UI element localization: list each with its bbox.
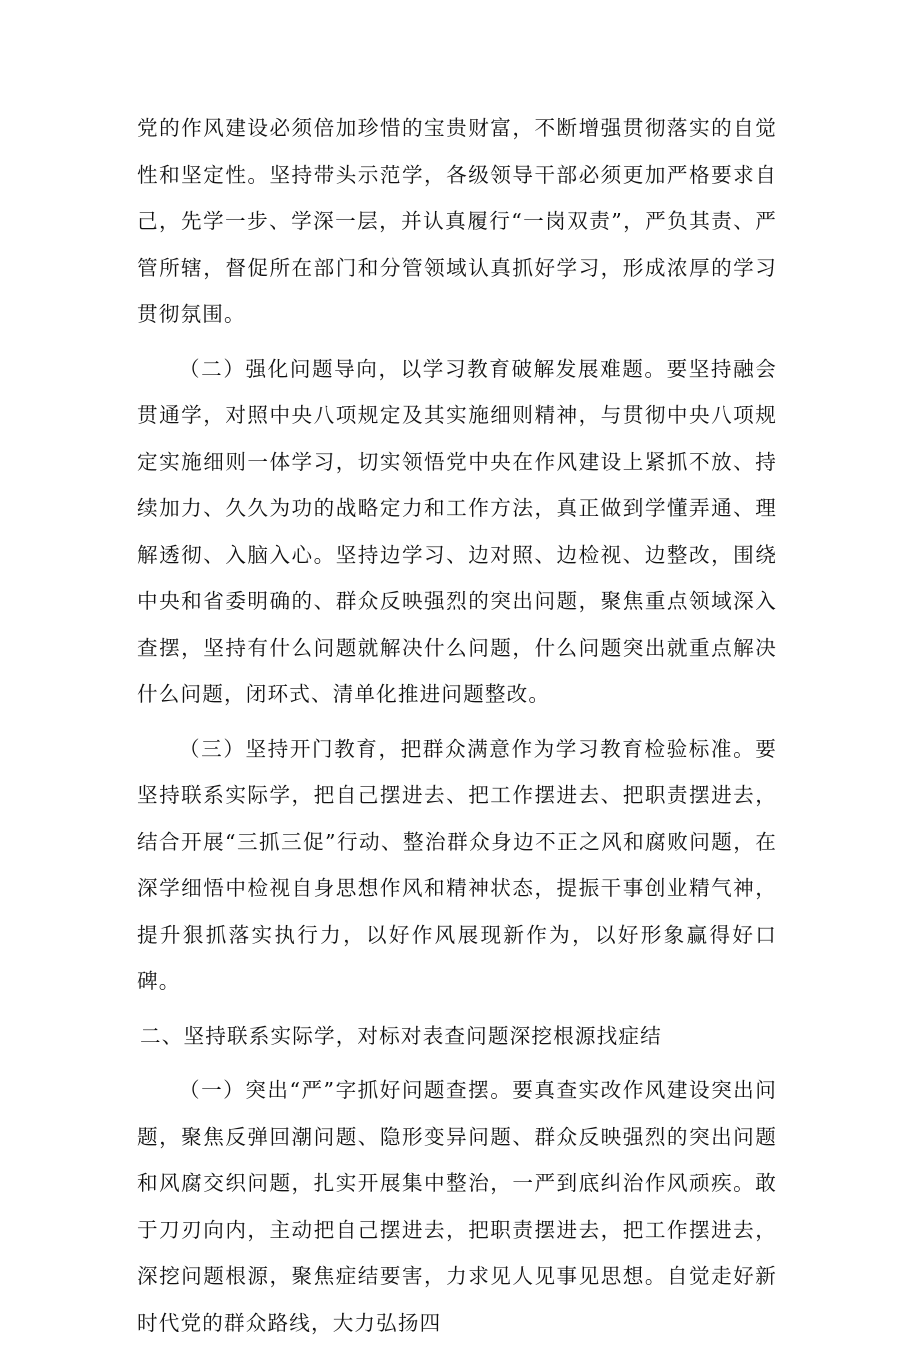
paragraph-section-3: （三）坚持开门教育，把群众满意作为学习教育检验标准。要坚持联系实际学，把自己摆进去、把工作摆进去、把职责摆进去，结合开展“三抓三促”行动、整治群众身边不正之风和腐败问题，在深学细悟中检视自身思想作风和精神状态，提振干事创业精气神，提升狠抓落实执行力，以好作风展现新作为，以好形象赢得好口碑。 (137, 736, 777, 993)
document-page (137, 105, 777, 1346)
paragraph-subsection-1: （一）突出“严”字抓好问题查摆。要真查实改作风建设突出问题，聚焦反弹回潮问题、隐形变异问题、群众反映强烈的突出问题和风腐交织问题，扎实开展集中整治，一严到底纠治作风顽疾。敢于刀刃向内，主动把自己摆进去，把职责摆进去，把工作摆进去，深挖问题根源，聚焦症结要害，力求见人见事见思想。自觉走好新时代党的群众路线，大力弘扬四 (137, 1078, 777, 1335)
paragraph-section-2: （二）强化问题导向，以学习教育破解发展难题。要坚持融会贯通学，对照中央八项规定及其实施细则精神，与贯彻中央八项规定实施细则一体学习，切实领悟党中央在作风建设上紧抓不放、持续加力、久久为功的战略定力和工作方法，真正做到学懂弄通、理解透彻、入脑入心。坚持边学习、边对照、边检视、边整改，围绕中央和省委明确的、群众反映强烈的突出问题，聚焦重点领域深入查摆，坚持有什么问题就解决什么问题，什么问题突出就重点解决什么问题，闭环式、清单化推进问题整改。 (137, 356, 777, 706)
section-heading-2: 二、坚持联系实际学，对标对表查问题深挖根源找症结 (140, 1023, 662, 1048)
paragraph-continuation: 党的作风建设必须倍加珍惜的宝贵财富，不断增强贯彻落实的自觉性和坚定性。坚持带头示范学，各级领导干部必须更加严格要求自己，先学一步、学深一层，并认真履行“一岗双责”，严负其责、严管所辖，督促所在部门和分管领域认真抓好学习，形成浓厚的学习贯彻氛围。 (137, 116, 777, 326)
